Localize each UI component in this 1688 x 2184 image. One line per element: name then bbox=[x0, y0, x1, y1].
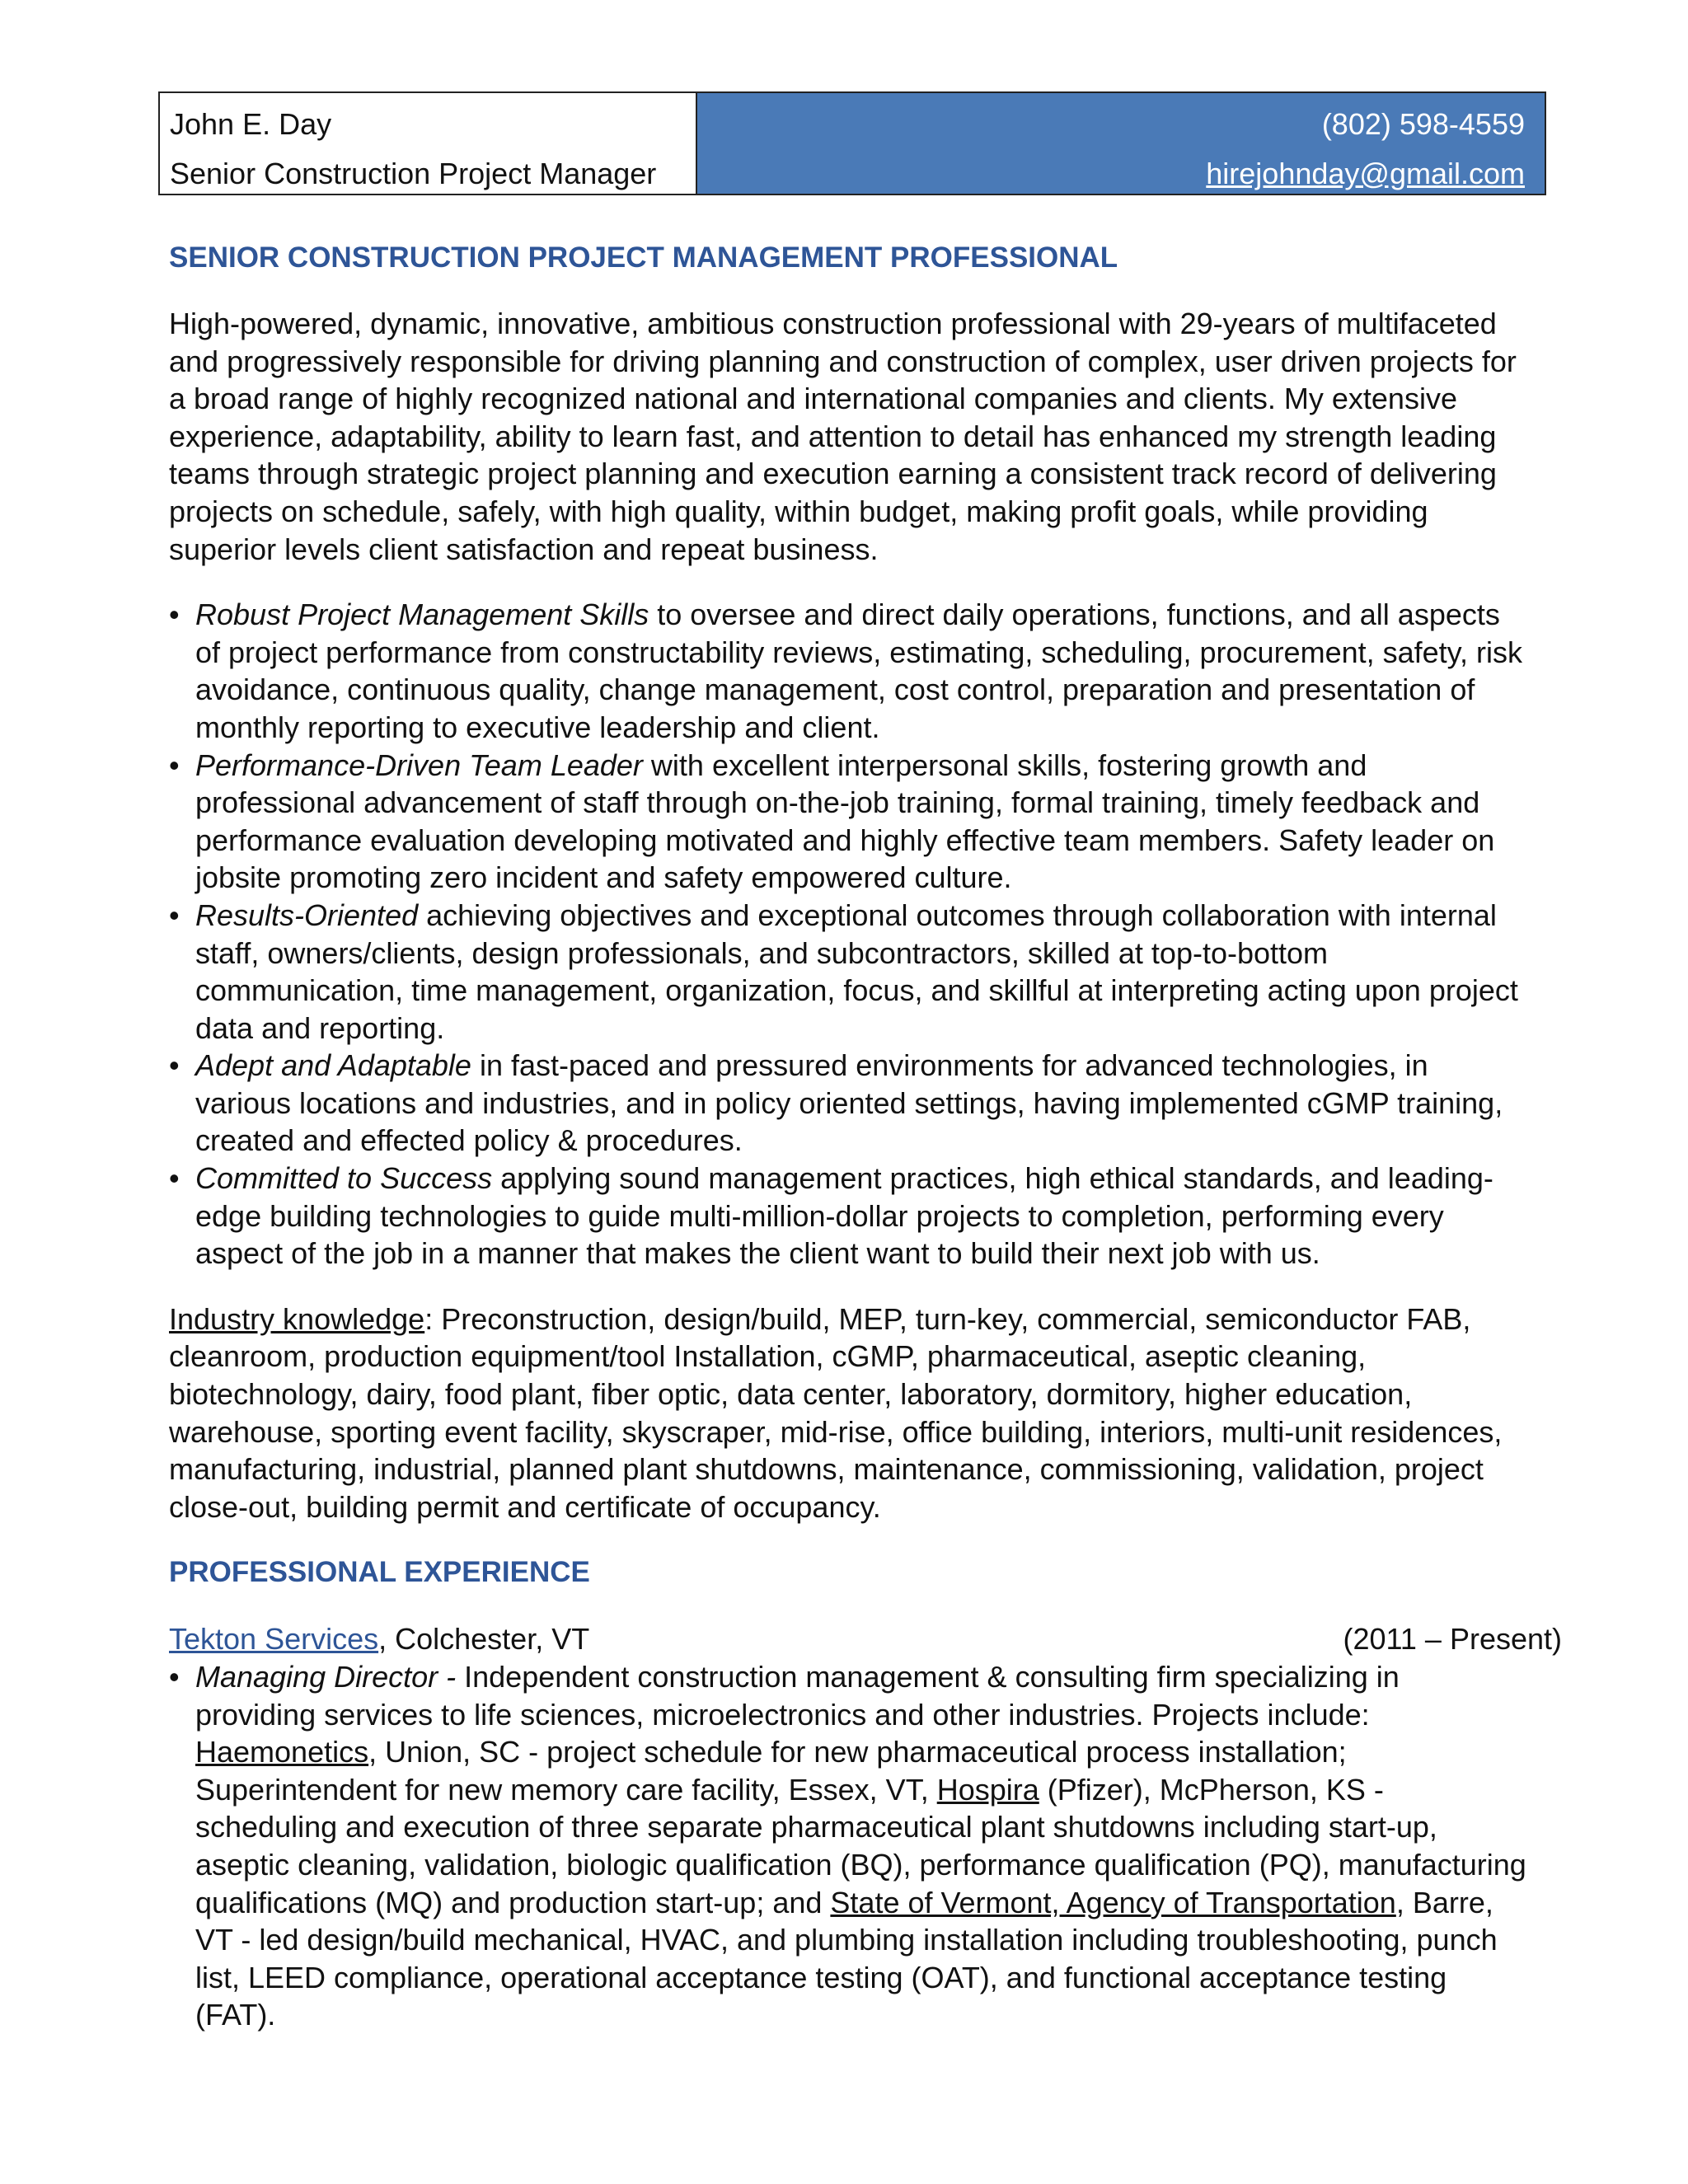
job-details bbox=[169, 1658, 1562, 2034]
summary-line: experience, adaptability, ability to learn fast, and attention to detail has enhanced my strength leading bbox=[169, 419, 1497, 453]
contact-header bbox=[158, 91, 1546, 195]
candidate-title: Senior Construction Project Manager bbox=[170, 157, 657, 190]
job-entry bbox=[169, 1620, 1562, 2034]
strength-item: • Robust Project Management Skills to oversee and direct daily operations, functions, and all aspects of project performance from constructability reviews, estimating, scheduling, procurement, safety, risk avoidance, continuous quality, change management, cost control, preparation and presentation of monthly reporting to executive leadership and client. bbox=[169, 596, 1562, 746]
strength-lead: Performance-Driven Team Leader bbox=[195, 748, 643, 782]
strength-lead: Committed to Success bbox=[195, 1161, 493, 1196]
strength-item: • Committed to Success applying sound management practices, high ethical standards, and leading- edge building technologies to guide multi-million-dollar projects to completion, performing every aspect of the job in a manner that makes the client want to build their next job with us. bbox=[169, 1160, 1562, 1272]
strengths-list bbox=[169, 596, 1562, 1272]
job-dates: (2011 – Present) bbox=[1343, 1622, 1562, 1657]
strength-lead: Robust Project Management Skills bbox=[195, 598, 649, 632]
summary-line: High-powered, dynamic, innovative, ambitious construction professional with 29-years of multifaceted bbox=[169, 307, 1497, 340]
industry-knowledge: Industry knowledge: Preconstruction, design/build, MEP, turn-key, commercial, semiconductor FAB, cleanroom, production equipment/tool Installation, cGMP, pharmaceutical, aseptic cleaning, biotechnology, dairy, food plant, fiber optic, data center, laboratory, dormitory, higher education, warehouse, sporting event facility, skyscraper, mid-rise, office building, interiors, multi-unit residences, manufacturing, industrial, planned plant shutdowns, maintenance, commissioning, validation, project close-out, building permit and certificate of occupancy. bbox=[169, 1301, 1503, 1524]
summary-heading: SENIOR CONSTRUCTION PROJECT MANAGEMENT PROFESSIONAL bbox=[169, 241, 1118, 274]
project-link-vermont[interactable]: State of Vermont, Agency of Transportation bbox=[830, 1885, 1396, 1919]
job-header bbox=[169, 1620, 1562, 1658]
summary-line: superior levels client satisfaction and repeat business. bbox=[169, 532, 879, 566]
project-link-haemonetics[interactable]: Haemonetics bbox=[195, 1735, 369, 1769]
experience-heading: PROFESSIONAL EXPERIENCE bbox=[169, 1556, 590, 1589]
summary-paragraph bbox=[169, 305, 1562, 568]
summary-line: a broad range of highly recognized national and international companies and clients. My extensive bbox=[169, 382, 1457, 416]
job-detail-item: • Managing Director - Independent construction management & consulting firm specializing in providing services to life sciences, microelectronics and other industries. Projects include: Haemonetics, Union, SC - project schedule for new pharmaceutical process installation; Superintendent for new memory care facility, Essex, VT, Hospira (Pfizer), McPherson, KS - scheduling and execution of three separate pharmaceutical plant shutdowns including start-up, aseptic cleaning, validation, biologic qualification (BQ), performance qualification (PQ), manufacturing qualifications (MQ) and production start-up; and State of Vermont, Agency of Transportation, Barre, VT - led design/build mechanical, HVAC, and plumbing installation including troubleshooting, punch list, LEED compliance, operational acceptance testing (OAT), and functional acceptance testing (FAT). bbox=[169, 1658, 1562, 2034]
summary-line: and progressively responsible for driving planning and construction of complex, user driven projects for bbox=[169, 344, 1517, 378]
strength-lead: Adept and Adaptable bbox=[195, 1048, 471, 1083]
phone-number[interactable]: (802) 598-4559 bbox=[1321, 107, 1525, 141]
strength-lead: Results-Oriented bbox=[195, 898, 419, 932]
header-identity bbox=[160, 93, 697, 194]
email-link[interactable]: hirejohnday@gmail.com bbox=[1206, 157, 1525, 190]
strength-item: • Results-Oriented achieving objectives and exceptional outcomes through collaboration with internal staff, owners/clients, design professionals, and subcontractors, skilled at top-to-bottom communication, time management, organization, focus, and skillful at interpreting acting upon project data and reporting. bbox=[169, 897, 1562, 1047]
job-location: , Colchester, VT bbox=[378, 1622, 590, 1657]
job-role: Managing Director - bbox=[195, 1660, 457, 1694]
candidate-name: John E. Day bbox=[170, 107, 332, 141]
strength-item: • Performance-Driven Team Leader with excellent interpersonal skills, fostering growth and professional advancement of staff through on-the-job training, formal training, timely feedback and performance evaluation developing motivated and highly effective team members. Safety leader on jobsite promoting zero incident and safety empowered culture. bbox=[169, 747, 1562, 897]
industry-label: Industry knowledge bbox=[169, 1301, 425, 1336]
company-link[interactable]: Tekton Services bbox=[169, 1622, 379, 1657]
summary-line: projects on schedule, safely, with high quality, within budget, making profit goals, while providing bbox=[169, 494, 1428, 528]
header-contact bbox=[697, 93, 1545, 194]
resume-body bbox=[169, 239, 1562, 2034]
summary-line: teams through strategic project planning and execution earning a consistent track record of delivering bbox=[169, 457, 1497, 491]
project-link-hospira[interactable]: Hospira bbox=[936, 1772, 1039, 1807]
strength-item: • Adept and Adaptable in fast-paced and pressured environments for advanced technologies, in various locations and industries, and in policy oriented settings, having implemented cGMP training, created and effected policy & procedures. bbox=[169, 1047, 1562, 1160]
